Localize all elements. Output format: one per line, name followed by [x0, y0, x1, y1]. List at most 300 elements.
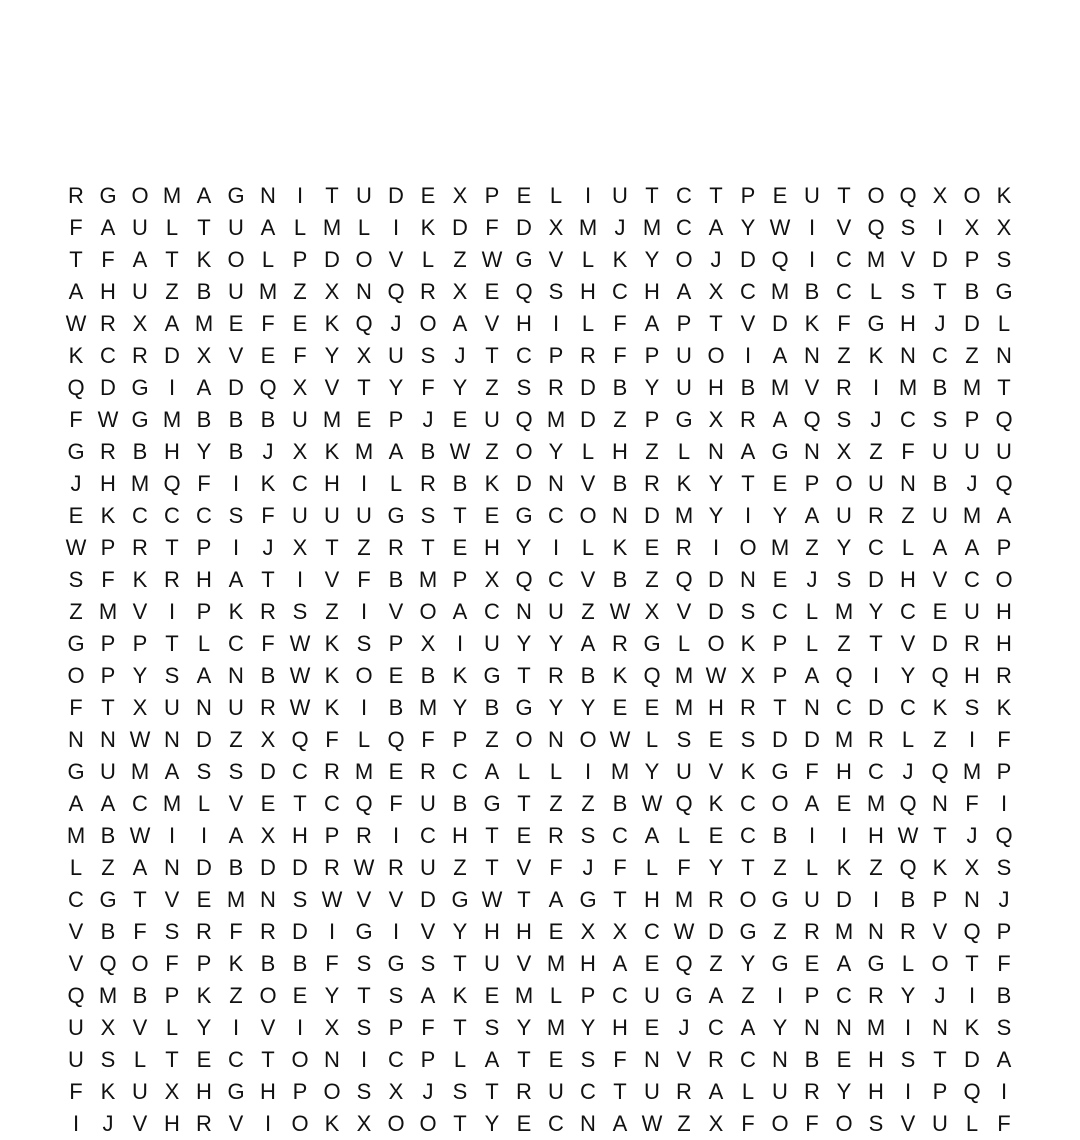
grid-letter[interactable]: R [260, 919, 276, 944]
grid-letter[interactable]: A [420, 983, 436, 1008]
grid-letter[interactable]: G [131, 407, 149, 432]
grid-letter[interactable]: H [900, 567, 916, 592]
grid-letter[interactable]: W [97, 407, 119, 432]
grid-letter[interactable]: P [452, 567, 468, 592]
grid-letter[interactable]: K [324, 311, 340, 336]
grid-letter[interactable]: D [804, 727, 820, 752]
grid-letter[interactable]: R [388, 535, 404, 560]
grid-letter[interactable]: R [548, 375, 564, 400]
grid-letter[interactable]: T [357, 375, 371, 400]
grid-letter[interactable]: T [741, 471, 755, 496]
grid-letter[interactable]: N [260, 887, 276, 912]
grid-letter[interactable]: X [100, 1015, 116, 1040]
grid-letter[interactable]: F [261, 311, 275, 336]
grid-letter[interactable]: V [836, 215, 852, 240]
grid-letter[interactable]: R [100, 439, 116, 464]
grid-letter[interactable]: E [452, 535, 468, 560]
grid-letter[interactable]: C [548, 1111, 564, 1136]
grid-letter[interactable]: E [612, 695, 628, 720]
grid-letter[interactable]: Q [835, 663, 853, 688]
grid-letter[interactable]: U [420, 855, 436, 880]
grid-letter[interactable]: J [70, 471, 82, 496]
grid-letter[interactable]: W [897, 823, 919, 848]
grid-letter[interactable]: Y [900, 983, 916, 1008]
grid-letter[interactable]: U [548, 1079, 564, 1104]
grid-letter[interactable]: R [420, 471, 436, 496]
grid-letter[interactable]: N [740, 567, 756, 592]
grid-letter[interactable]: T [613, 1079, 627, 1104]
grid-letter[interactable]: R [68, 183, 84, 208]
grid-letter[interactable]: L [645, 727, 659, 752]
grid-letter[interactable]: E [260, 791, 276, 816]
grid-letter[interactable]: E [804, 951, 820, 976]
grid-letter[interactable]: T [773, 695, 787, 720]
grid-letter[interactable]: G [67, 439, 85, 464]
grid-letter[interactable]: Y [196, 1015, 212, 1040]
grid-letter[interactable]: B [804, 279, 820, 304]
grid-letter[interactable]: Q [515, 279, 533, 304]
grid-letter[interactable]: V [388, 247, 404, 272]
grid-letter[interactable]: U [132, 215, 148, 240]
grid-letter[interactable]: G [771, 759, 789, 784]
grid-letter[interactable]: B [932, 375, 948, 400]
grid-letter[interactable]: C [452, 759, 468, 784]
grid-letter[interactable]: I [712, 535, 720, 560]
grid-letter[interactable]: C [740, 279, 756, 304]
grid-letter[interactable]: N [548, 471, 564, 496]
grid-letter[interactable]: B [740, 375, 756, 400]
grid-letter[interactable]: W [353, 855, 375, 880]
grid-letter[interactable]: O [963, 183, 981, 208]
grid-letter[interactable]: T [709, 183, 723, 208]
grid-letter[interactable]: A [740, 1015, 756, 1040]
grid-letter[interactable]: L [901, 951, 915, 976]
grid-letter[interactable]: K [708, 791, 724, 816]
grid-letter[interactable]: L [357, 727, 371, 752]
grid-letter[interactable]: I [872, 663, 880, 688]
grid-letter[interactable]: S [164, 919, 180, 944]
grid-letter[interactable]: N [804, 695, 820, 720]
grid-letter[interactable]: S [996, 855, 1012, 880]
grid-letter[interactable]: Z [709, 951, 723, 976]
grid-letter[interactable]: H [484, 919, 500, 944]
grid-letter[interactable]: K [324, 695, 340, 720]
grid-letter[interactable]: C [612, 983, 628, 1008]
grid-letter[interactable]: F [613, 1047, 627, 1072]
grid-letter[interactable]: N [836, 1015, 852, 1040]
grid-letter[interactable]: E [388, 759, 404, 784]
grid-letter[interactable]: P [996, 535, 1012, 560]
grid-letter[interactable]: E [452, 407, 468, 432]
grid-letter[interactable]: Q [899, 183, 917, 208]
grid-letter[interactable]: A [644, 311, 660, 336]
grid-letter[interactable]: G [739, 919, 757, 944]
grid-letter[interactable]: M [578, 215, 598, 240]
grid-letter[interactable]: M [834, 599, 854, 624]
grid-letter[interactable]: Y [324, 983, 340, 1008]
grid-letter[interactable]: O [835, 1111, 853, 1136]
grid-letter[interactable]: I [232, 471, 240, 496]
grid-letter[interactable]: B [100, 919, 116, 944]
grid-letter[interactable]: A [484, 759, 500, 784]
grid-letter[interactable]: D [836, 887, 852, 912]
grid-letter[interactable]: B [260, 663, 276, 688]
grid-letter[interactable]: E [708, 823, 724, 848]
grid-letter[interactable]: J [806, 567, 818, 592]
grid-letter[interactable]: J [998, 887, 1010, 912]
grid-letter[interactable]: D [452, 215, 468, 240]
grid-letter[interactable]: Y [132, 663, 148, 688]
grid-letter[interactable]: L [293, 215, 307, 240]
grid-letter[interactable]: C [932, 343, 948, 368]
grid-letter[interactable]: Q [515, 567, 533, 592]
grid-letter[interactable]: I [360, 471, 368, 496]
grid-letter[interactable]: H [196, 567, 212, 592]
grid-letter[interactable]: A [196, 183, 212, 208]
grid-letter[interactable]: W [129, 823, 151, 848]
grid-letter[interactable]: I [168, 375, 176, 400]
grid-letter[interactable]: A [772, 407, 788, 432]
grid-letter[interactable]: X [292, 375, 308, 400]
grid-letter[interactable]: D [196, 855, 212, 880]
grid-letter[interactable]: S [292, 599, 308, 624]
grid-letter[interactable]: N [804, 439, 820, 464]
grid-letter[interactable]: A [804, 791, 820, 816]
grid-letter[interactable]: I [808, 823, 816, 848]
grid-letter[interactable]: Y [836, 1079, 852, 1104]
grid-letter[interactable]: F [293, 343, 307, 368]
grid-letter[interactable]: Q [675, 567, 693, 592]
grid-letter[interactable]: K [324, 1111, 340, 1136]
grid-letter[interactable]: N [932, 1015, 948, 1040]
grid-letter[interactable]: B [100, 823, 116, 848]
grid-letter[interactable]: Y [548, 631, 564, 656]
grid-letter[interactable]: V [484, 311, 500, 336]
grid-letter[interactable]: A [644, 823, 660, 848]
grid-letter[interactable]: K [100, 503, 116, 528]
grid-letter[interactable]: Y [452, 695, 468, 720]
grid-letter[interactable]: K [676, 471, 692, 496]
grid-letter[interactable]: I [360, 1047, 368, 1072]
grid-letter[interactable]: D [740, 247, 756, 272]
grid-letter[interactable]: T [197, 215, 211, 240]
grid-letter[interactable]: G [579, 887, 597, 912]
grid-letter[interactable]: R [164, 567, 180, 592]
grid-letter[interactable]: C [196, 503, 212, 528]
grid-letter[interactable]: R [644, 471, 660, 496]
grid-letter[interactable]: I [808, 247, 816, 272]
grid-letter[interactable]: T [261, 1047, 275, 1072]
grid-letter[interactable]: E [516, 183, 532, 208]
grid-letter[interactable]: A [100, 791, 116, 816]
grid-letter[interactable]: L [549, 983, 563, 1008]
grid-letter[interactable]: U [228, 279, 244, 304]
grid-letter[interactable]: E [772, 183, 788, 208]
grid-letter[interactable]: U [68, 1047, 84, 1072]
grid-letter[interactable]: F [69, 215, 83, 240]
grid-letter[interactable]: I [744, 343, 752, 368]
grid-letter[interactable]: E [484, 503, 500, 528]
grid-letter[interactable]: B [388, 695, 404, 720]
grid-letter[interactable]: S [228, 503, 244, 528]
grid-letter[interactable]: G [675, 983, 693, 1008]
grid-letter[interactable]: A [196, 375, 212, 400]
grid-letter[interactable]: D [164, 343, 180, 368]
grid-letter[interactable]: U [868, 471, 884, 496]
grid-letter[interactable]: W [673, 919, 695, 944]
grid-letter[interactable]: T [517, 663, 531, 688]
grid-letter[interactable]: L [805, 855, 819, 880]
grid-letter[interactable]: P [580, 983, 596, 1008]
grid-letter[interactable]: T [933, 1047, 947, 1072]
grid-letter[interactable]: P [420, 1047, 436, 1072]
grid-letter[interactable]: R [132, 535, 148, 560]
grid-letter[interactable]: S [836, 567, 852, 592]
grid-letter[interactable]: F [613, 343, 627, 368]
grid-letter[interactable]: E [484, 983, 500, 1008]
grid-letter[interactable]: I [392, 919, 400, 944]
grid-letter[interactable]: K [964, 1015, 980, 1040]
grid-letter[interactable]: U [964, 599, 980, 624]
grid-letter[interactable]: T [133, 887, 147, 912]
grid-letter[interactable]: H [164, 1111, 180, 1136]
grid-letter[interactable]: V [132, 599, 148, 624]
grid-letter[interactable]: F [101, 247, 115, 272]
grid-letter[interactable]: P [548, 343, 564, 368]
grid-letter[interactable]: Q [995, 471, 1013, 496]
grid-letter[interactable]: H [900, 311, 916, 336]
grid-letter[interactable]: P [388, 407, 404, 432]
grid-letter[interactable]: F [389, 791, 403, 816]
grid-letter[interactable]: U [420, 791, 436, 816]
grid-letter[interactable]: P [292, 1079, 308, 1104]
grid-letter[interactable]: X [932, 183, 948, 208]
grid-letter[interactable]: A [996, 1047, 1012, 1072]
grid-letter[interactable]: Z [645, 439, 659, 464]
grid-letter[interactable]: E [196, 887, 212, 912]
grid-letter[interactable]: I [584, 183, 592, 208]
grid-letter[interactable]: U [676, 375, 692, 400]
grid-letter[interactable]: P [324, 823, 340, 848]
grid-letter[interactable]: I [1000, 791, 1008, 816]
grid-letter[interactable]: Q [67, 375, 85, 400]
grid-letter[interactable]: H [612, 1015, 628, 1040]
grid-letter[interactable]: K [324, 439, 340, 464]
grid-letter[interactable]: F [613, 311, 627, 336]
grid-letter[interactable]: P [996, 919, 1012, 944]
grid-letter[interactable]: A [612, 951, 628, 976]
grid-letter[interactable]: K [804, 311, 820, 336]
grid-letter[interactable]: V [388, 599, 404, 624]
grid-letter[interactable]: T [453, 503, 467, 528]
grid-letter[interactable]: N [996, 343, 1012, 368]
grid-letter[interactable]: X [324, 279, 340, 304]
grid-letter[interactable]: C [740, 823, 756, 848]
grid-letter[interactable]: H [868, 823, 884, 848]
grid-letter[interactable]: B [996, 983, 1012, 1008]
grid-letter[interactable]: M [962, 375, 982, 400]
grid-letter[interactable]: F [805, 1111, 819, 1136]
grid-letter[interactable]: P [100, 663, 116, 688]
grid-letter[interactable]: D [580, 407, 596, 432]
grid-letter[interactable]: V [132, 1111, 148, 1136]
grid-letter[interactable]: T [165, 535, 179, 560]
grid-letter[interactable]: A [676, 279, 692, 304]
grid-letter[interactable]: M [546, 1015, 566, 1040]
grid-letter[interactable]: C [836, 695, 852, 720]
grid-letter[interactable]: V [900, 1111, 916, 1136]
grid-letter[interactable]: R [580, 343, 596, 368]
grid-letter[interactable]: Z [773, 855, 787, 880]
grid-letter[interactable]: M [866, 1015, 886, 1040]
grid-letter[interactable]: N [964, 887, 980, 912]
grid-letter[interactable]: M [514, 983, 534, 1008]
grid-letter[interactable]: O [291, 1111, 309, 1136]
grid-letter[interactable]: T [645, 183, 659, 208]
grid-letter[interactable]: D [516, 215, 532, 240]
grid-letter[interactable]: U [932, 439, 948, 464]
grid-letter[interactable]: R [420, 279, 436, 304]
grid-letter[interactable]: C [900, 407, 916, 432]
grid-letter[interactable]: D [932, 247, 948, 272]
grid-letter[interactable]: F [997, 1111, 1011, 1136]
grid-letter[interactable]: E [772, 471, 788, 496]
grid-letter[interactable]: Y [516, 1015, 532, 1040]
grid-letter[interactable]: Q [931, 759, 949, 784]
grid-letter[interactable]: D [964, 1047, 980, 1072]
grid-letter[interactable]: I [840, 823, 848, 848]
grid-letter[interactable]: T [965, 951, 979, 976]
grid-letter[interactable]: F [997, 727, 1011, 752]
grid-letter[interactable]: R [420, 759, 436, 784]
grid-letter[interactable]: Y [196, 439, 212, 464]
grid-letter[interactable]: U [644, 1079, 660, 1104]
grid-letter[interactable]: S [964, 695, 980, 720]
grid-letter[interactable]: V [676, 1047, 692, 1072]
grid-letter[interactable]: U [484, 407, 500, 432]
grid-letter[interactable]: V [68, 919, 84, 944]
grid-letter[interactable]: L [677, 439, 691, 464]
grid-letter[interactable]: P [676, 311, 692, 336]
grid-letter[interactable]: Q [675, 951, 693, 976]
grid-letter[interactable]: Q [963, 919, 981, 944]
grid-letter[interactable]: E [708, 727, 724, 752]
grid-letter[interactable]: P [100, 631, 116, 656]
grid-letter[interactable]: W [289, 695, 311, 720]
grid-letter[interactable]: C [708, 1015, 724, 1040]
grid-letter[interactable]: Z [229, 983, 243, 1008]
grid-letter[interactable]: M [770, 375, 790, 400]
grid-letter[interactable]: S [996, 247, 1012, 272]
grid-letter[interactable]: Q [355, 311, 373, 336]
grid-letter[interactable]: G [99, 183, 117, 208]
grid-letter[interactable]: F [997, 951, 1011, 976]
grid-letter[interactable]: L [549, 183, 563, 208]
grid-letter[interactable]: X [164, 1079, 180, 1104]
grid-letter[interactable]: X [708, 279, 724, 304]
grid-letter[interactable]: I [328, 919, 336, 944]
grid-letter[interactable]: K [452, 983, 468, 1008]
grid-letter[interactable]: I [776, 983, 784, 1008]
grid-letter[interactable]: M [162, 183, 182, 208]
grid-letter[interactable]: P [388, 631, 404, 656]
grid-letter[interactable]: M [226, 887, 246, 912]
grid-letter[interactable]: D [708, 599, 724, 624]
grid-letter[interactable]: P [292, 247, 308, 272]
grid-letter[interactable]: G [67, 631, 85, 656]
grid-letter[interactable]: E [356, 407, 372, 432]
grid-letter[interactable]: Z [229, 727, 243, 752]
grid-letter[interactable]: R [964, 631, 980, 656]
grid-letter[interactable]: O [995, 567, 1013, 592]
grid-letter[interactable]: N [900, 471, 916, 496]
grid-letter[interactable]: V [324, 567, 340, 592]
grid-letter[interactable]: P [932, 887, 948, 912]
grid-letter[interactable]: F [613, 855, 627, 880]
grid-letter[interactable]: D [708, 919, 724, 944]
grid-letter[interactable]: J [614, 215, 626, 240]
grid-letter[interactable]: C [676, 183, 692, 208]
grid-letter[interactable]: B [420, 663, 436, 688]
grid-letter[interactable]: Y [644, 247, 660, 272]
grid-letter[interactable]: Q [675, 791, 693, 816]
grid-letter[interactable]: P [100, 535, 116, 560]
grid-letter[interactable]: U [228, 215, 244, 240]
grid-letter[interactable]: H [580, 951, 596, 976]
grid-letter[interactable]: W [289, 663, 311, 688]
grid-letter[interactable]: E [836, 791, 852, 816]
grid-letter[interactable]: V [804, 375, 820, 400]
grid-letter[interactable]: S [420, 343, 436, 368]
grid-letter[interactable]: B [292, 951, 308, 976]
grid-letter[interactable]: N [324, 1047, 340, 1072]
grid-letter[interactable]: P [164, 983, 180, 1008]
grid-letter[interactable]: R [996, 663, 1012, 688]
grid-letter[interactable]: V [708, 759, 724, 784]
grid-letter[interactable]: C [836, 247, 852, 272]
grid-letter[interactable]: H [164, 439, 180, 464]
grid-letter[interactable]: N [708, 439, 724, 464]
grid-letter[interactable]: C [516, 343, 532, 368]
grid-letter[interactable]: K [196, 247, 212, 272]
grid-letter[interactable]: R [100, 311, 116, 336]
grid-letter[interactable]: Q [803, 407, 821, 432]
grid-letter[interactable]: L [677, 823, 691, 848]
grid-letter[interactable]: P [452, 727, 468, 752]
grid-letter[interactable]: A [228, 823, 244, 848]
grid-letter[interactable]: M [898, 375, 918, 400]
grid-letter[interactable]: A [932, 535, 948, 560]
grid-letter[interactable]: N [868, 919, 884, 944]
grid-letter[interactable]: F [421, 375, 435, 400]
grid-letter[interactable]: S [388, 983, 404, 1008]
grid-letter[interactable]: Z [325, 599, 339, 624]
grid-letter[interactable]: G [387, 503, 405, 528]
grid-letter[interactable]: M [674, 503, 694, 528]
grid-letter[interactable]: L [165, 215, 179, 240]
grid-letter[interactable]: C [388, 1047, 404, 1072]
grid-letter[interactable]: F [261, 503, 275, 528]
grid-letter[interactable]: U [644, 983, 660, 1008]
grid-letter[interactable]: Y [708, 471, 724, 496]
grid-letter[interactable]: D [228, 375, 244, 400]
grid-letter[interactable]: C [164, 503, 180, 528]
grid-letter[interactable]: O [419, 311, 437, 336]
grid-letter[interactable]: A [740, 439, 756, 464]
grid-letter[interactable]: G [867, 951, 885, 976]
grid-letter[interactable]: W [609, 727, 631, 752]
grid-letter[interactable]: W [769, 215, 791, 240]
